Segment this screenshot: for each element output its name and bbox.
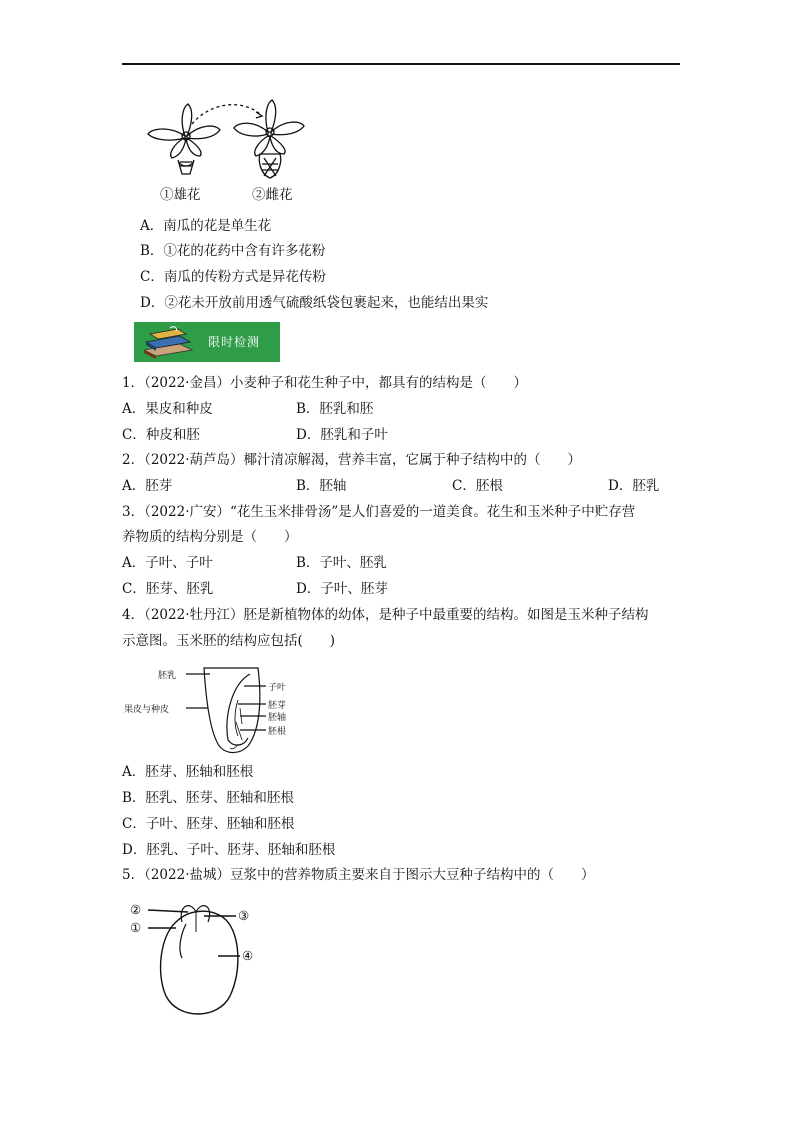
q1-option-a: A．果皮和种皮 (122, 401, 213, 417)
prev-option-b: B．①花的花药中含有许多花粉 (140, 243, 326, 259)
q2-option-b: B．胚轴 (296, 478, 347, 494)
q4-option-d: D．胚乳、子叶、胚芽、胚轴和胚根 (122, 842, 336, 858)
q3-option-d: D．子叶、胚芽 (296, 581, 388, 597)
q1-option-b: B．胚乳和胚 (296, 401, 374, 417)
prev-option-a: A．南瓜的花是单生花 (140, 218, 272, 234)
q5-stem: 5．（2022·盐城）豆浆中的营养物质主要来自于图示大豆种子结构中的（ ） (122, 867, 595, 883)
header-rule (122, 63, 680, 65)
prev-option-c: C．南瓜的传粉方式是异花传粉 (140, 269, 326, 285)
q2-option-a: A．胚芽 (122, 478, 173, 494)
label-hypocotyl: 胚轴 (268, 713, 287, 723)
female-flower-label: ②雌花 (252, 187, 293, 203)
q4-option-c: C．子叶、胚芽、胚轴和胚根 (122, 816, 295, 832)
pumpkin-flowers-figure (140, 98, 340, 188)
soybean-label-3: ③ (238, 908, 250, 923)
label-pericarp: 果皮与种皮 (124, 705, 170, 715)
q3-stem-line1: 3．（2022·广安）“花生玉米排骨汤”是人们喜爱的一道美食。花生和玉米种子中贮存营 (122, 504, 636, 520)
q4-stem-line2: 示意图。玉米胚的结构应包括( ) (122, 633, 336, 649)
soybean-label-4: ④ (242, 948, 254, 963)
banner-label: 限时检测 (208, 335, 261, 349)
q1-option-d: D．胚乳和子叶 (296, 427, 388, 443)
q3-option-b: B．子叶、胚乳 (296, 555, 387, 571)
q2-option-c: C．胚根 (452, 478, 503, 494)
q2-stem: 2．（2022·葫芦岛）椰汁清凉解渴，营养丰富，它属于种子结构中的（ ） (122, 452, 581, 468)
label-plumule: 胚芽 (268, 701, 287, 711)
books-icon (140, 326, 196, 360)
q3-option-c: C．胚芽、胚乳 (122, 581, 214, 597)
label-endosperm: 胚乳 (158, 671, 177, 681)
q4-stem-line1: 4．（2022·牡丹江）胚是新植物体的幼体，是种子中最重要的结构。如图是玉米种子结构 (122, 607, 649, 623)
label-cotyledon: 子叶 (268, 683, 287, 693)
q4-option-b: B．胚乳、胚芽、胚轴和胚根 (122, 790, 294, 806)
q4-option-a: A．胚芽、胚轴和胚根 (122, 764, 254, 780)
q2-option-d: D．胚乳 (608, 478, 660, 494)
soybean-label-1: ① (130, 920, 142, 935)
label-radicle: 胚根 (268, 727, 287, 737)
prev-option-d: D．②花未开放前用透气硫酸纸袋包裹起来，也能结出果实 (140, 295, 489, 311)
q1-stem: 1．（2022·金昌）小麦种子和花生种子中，都具有的结构是（ ） (122, 375, 527, 391)
q1-option-c: C．种皮和胚 (122, 427, 200, 443)
male-flower-label: ①雄花 (160, 187, 201, 203)
q3-stem-line2: 养物质的结构分别是（ ） (122, 529, 298, 545)
soybean-label-2: ② (130, 902, 142, 917)
q3-option-a: A．子叶、子叶 (122, 555, 213, 571)
